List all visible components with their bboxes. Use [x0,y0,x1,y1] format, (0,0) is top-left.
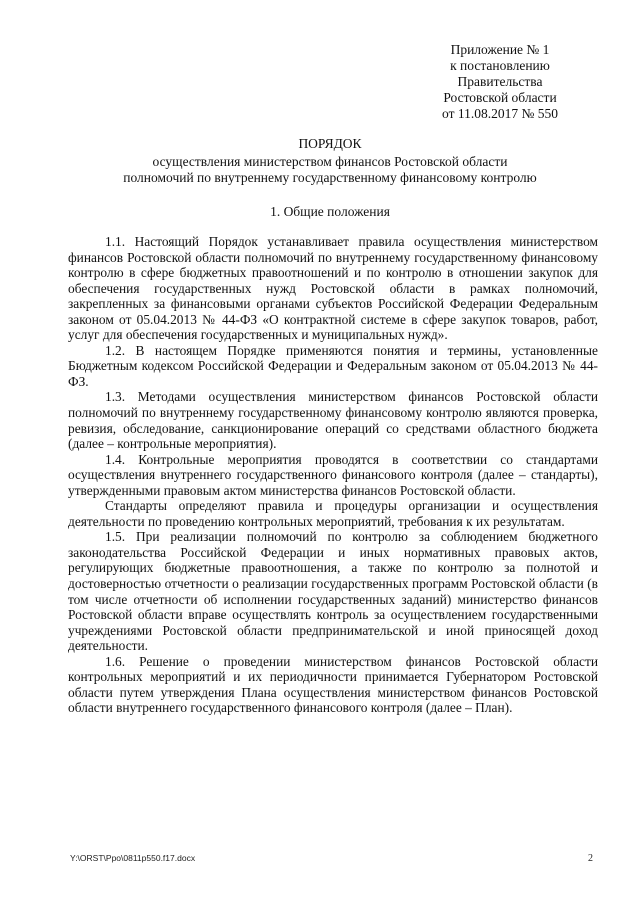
document-subtitle-line: полномочий по внутреннему государственному финансовому контролю [123,170,537,185]
paragraph-1-1: 1.1. Настоящий Порядок устанавливает правила осуществления министерством финансов Ростовской области полномочий по внутреннему государственному финансовому контролю в сфере бюджетных правоотношений и по контролю в отношении закупок для обеспечения государственных нужд Ростовской области в рамках полномочий, закрепленных за финансовыми органами субъектов Российской Федерации Федеральным законом от 05.04.2013 № 44-ФЗ «О контрактной системе в сфере закупок товаров, работ, услуг для обеспечения государственных и муниципальных нужд». [68,234,598,343]
document-body [68,234,598,716]
appendix-line: от 11.08.2017 № 550 [442,106,558,121]
document-subtitle-line: осуществления министерством финансов Ростовской области [152,154,508,169]
section-heading: 1. Общие положения [270,204,390,219]
paragraph-1-4: 1.4. Контрольные мероприятия проводятся в соответствии со стандартами осуществления внутреннего государственного финансового контроля (далее – стандарты), утвержденными правовым актом министерства финансов Ростовской области. [68,451,598,498]
document-title-block [60,136,600,186]
appendix-line: Ростовской области [443,90,557,105]
document-title: ПОРЯДОК [298,136,362,151]
paragraph-1-3: 1.3. Методами осуществления министерством финансов Ростовской области полномочий по внутреннему государственному финансовому контролю являются проверка, ревизия, обследование, санкционирование операций со средствами областного бюджета (далее – контрольные мероприятия). [68,389,598,452]
page-number: 2 [588,853,593,864]
appendix-line: Приложение № 1 [450,42,550,57]
paragraph-1-6: 1.6. Решение о проведении министерством финансов Ростовской области контрольных мероприятий и их периодичности принимается Губернатором Ростовской области путем утверждения Плана осуществления министерством финансов Ростовской области внутреннего государственного финансового контроля (далее – План). [68,653,598,716]
appendix-line: к постановлению [450,58,550,73]
paragraph-1-2: 1.2. В настоящем Порядке применяются понятия и термины, установленные Бюджетным кодексом Российской Федерации и Федеральным законом от 05.04.2013 № 44-ФЗ. [68,342,598,389]
paragraph-standards: Стандарты определяют правила и процедуры организации и осуществления деятельности по проведению контрольных мероприятий, требования к их результатам. [68,498,598,529]
appendix-block [400,42,600,122]
appendix-line: Правительства [457,74,543,89]
paragraph-1-5: 1.5. При реализации полномочий по контролю за соблюдением бюджетного законодательства Российской Федерации и иных нормативных правовых актов, регулирующих бюджетные правоотношения, а также по контролю за полнотой и достоверностью отчетности о реализации государственных программ Ростовской области (в том числе отчетности об исполнении государственных заданий) министерство финансов Ростовской области вправе осуществлять контроль за осуществлением государственными учреждениями Ростовской области предпринимательской и иной приносящей доход деятельности. [68,529,598,654]
footer-file-path: Y:\ORST\Ppo\0811p550.f17.docx [70,853,196,863]
